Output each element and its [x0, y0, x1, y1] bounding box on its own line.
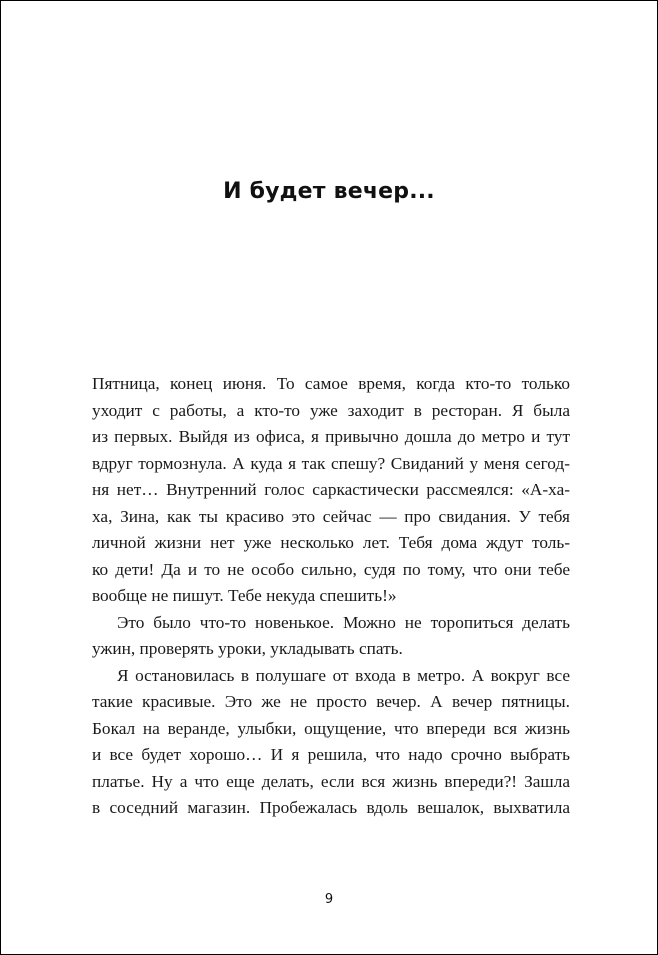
body-text	[92, 371, 570, 822]
text-line: из первых. Выйдя из офиса, я привычно дошла до метро и тут	[92, 427, 570, 446]
text-line: вдруг тормознула. А куда я так спешу? Свиданий у меня сегод-	[92, 453, 570, 473]
text-line: в соседний магазин. Пробежалась вдоль вешалок, выхватила	[92, 798, 570, 817]
text-line: такие красивые. Это же не просто вечер. А вечер пятницы.	[92, 692, 570, 711]
paragraph-1	[92, 371, 570, 610]
page-number: 9	[324, 892, 334, 907]
text-line: Бокал на веранде, улыбки, ощущение, что впереди вся жизнь	[92, 718, 570, 738]
text-line: ужин, проверять уроки, укладывать спать.	[92, 639, 403, 658]
text-line: Пятница, конец июня. То самое время, когда кто-то только	[92, 374, 570, 393]
paragraph-3	[92, 663, 570, 822]
text-line: ко дети! Да и то не особо сильно, судя по тому, что они тебе	[92, 559, 570, 579]
text-line: ня нет… Внутренний голос саркастически рассмеялся: «А-ха-	[92, 480, 570, 499]
text-line: вообще не пишут. Тебе некуда спешить!»	[92, 586, 397, 605]
text-line: Я остановилась в полушаге от входа в метро. А вокруг все	[117, 665, 570, 685]
paragraph-2	[92, 610, 570, 663]
text-line: ха, Зина, как ты красиво это сейчас — про свидания. У тебя	[92, 506, 570, 526]
chapter-title: И будет вечер...	[223, 179, 435, 204]
text-line: и все будет хорошо… И я решила, что надо срочно выбрать	[92, 745, 570, 764]
text-line: личной жизни нет уже несколько лет. Тебя дома ждут толь-	[92, 533, 570, 552]
text-line: Это было что-то новенькое. Можно не торопиться делать	[117, 612, 570, 632]
text-line: уходит с работы, а кто-то уже заходит в ресторан. Я была	[92, 400, 570, 420]
text-line: платье. Ну а что еще делать, если вся жизнь впереди?! Зашла	[92, 771, 570, 791]
